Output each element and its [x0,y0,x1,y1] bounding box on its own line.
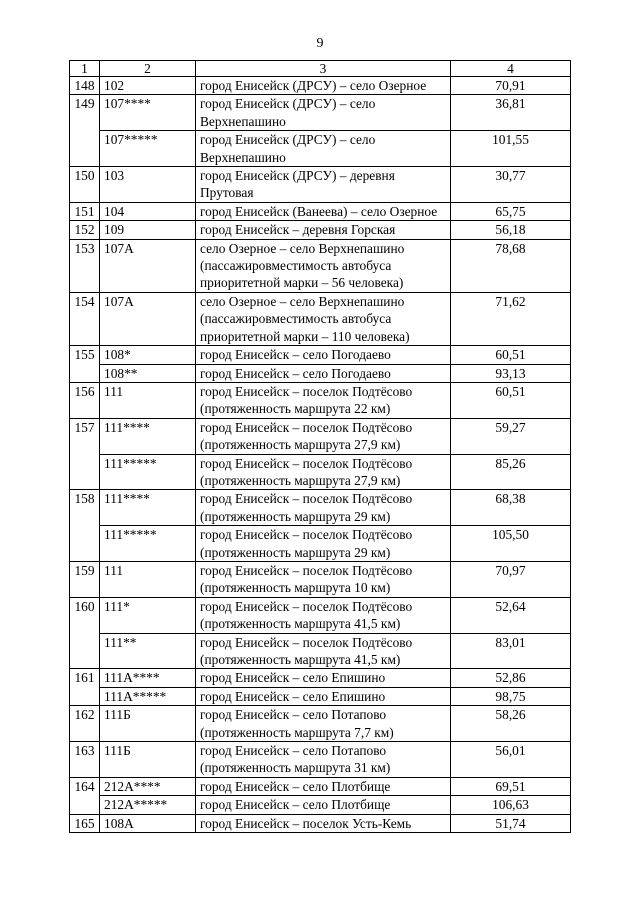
route-name-cell: город Енисейск (ДРСУ) – село Озерное [196,77,451,95]
row-number-cell: 163 [70,742,100,778]
route-name-cell: город Енисейск – поселок Подтёсово (протяженность маршрута 10 км) [196,561,451,597]
value-cell: 71,62 [451,292,571,345]
value-cell: 59,27 [451,418,571,454]
value-cell: 68,38 [451,490,571,526]
row-number-cell: 149 [70,95,100,167]
table-row [70,95,571,131]
value-cell: 69,51 [451,777,571,795]
value-cell: 58,26 [451,706,571,742]
table-row [70,526,571,562]
value-cell: 56,18 [451,221,571,239]
route-code-cell: 108* [100,346,196,364]
route-name-cell: город Енисейск – поселок Подтёсово (протяженность маршрута 29 км) [196,526,451,562]
route-code-cell: 108А [100,814,196,832]
value-cell: 65,75 [451,202,571,220]
row-number-cell: 164 [70,777,100,814]
table-body [70,77,571,833]
route-code-cell: 103 [100,167,196,203]
route-name-cell: город Енисейск (ДРСУ) – село Верхнепашино [196,131,451,167]
table-row [70,633,571,669]
row-number-cell: 154 [70,292,100,345]
value-cell: 105,50 [451,526,571,562]
table-row [70,597,571,633]
row-number-cell: 165 [70,814,100,832]
route-name-cell: город Енисейск – село Потапово (протяженность маршрута 7,7 км) [196,706,451,742]
route-code-cell: 111** [100,633,196,669]
value-cell: 60,51 [451,382,571,418]
row-number-cell: 156 [70,382,100,418]
route-name-cell: город Енисейск – поселок Подтёсово (протяженность маршрута 27,9 км) [196,454,451,490]
route-name-cell: город Енисейск – поселок Подтёсово (протяженность маршрута 22 км) [196,382,451,418]
row-number-cell: 150 [70,167,100,203]
value-cell: 52,86 [451,669,571,687]
value-cell: 93,13 [451,364,571,382]
row-number-cell: 152 [70,221,100,239]
route-name-cell: город Енисейск – село Епишино [196,687,451,705]
route-code-cell: 111**** [100,418,196,454]
row-number-cell: 161 [70,669,100,706]
route-code-cell: 111 [100,382,196,418]
route-code-cell: 104 [100,202,196,220]
table-row [70,292,571,345]
route-code-cell: 111А**** [100,669,196,687]
table-row [70,346,571,364]
header-row [70,61,571,77]
header-col-1: 1 [70,61,100,77]
route-code-cell: 212А**** [100,777,196,795]
value-cell: 36,81 [451,95,571,131]
table-row [70,382,571,418]
table-row [70,814,571,832]
route-name-cell: город Енисейск (ДРСУ) – деревня Прутовая [196,167,451,203]
route-name-cell: город Енисейск – поселок Подтёсово (протяженность маршрута 29 км) [196,490,451,526]
route-code-cell: 111***** [100,526,196,562]
value-cell: 30,77 [451,167,571,203]
header-col-2: 2 [100,61,196,77]
route-code-cell: 109 [100,221,196,239]
route-code-cell: 111***** [100,454,196,490]
value-cell: 60,51 [451,346,571,364]
row-number-cell: 155 [70,346,100,383]
table-row [70,364,571,382]
route-name-cell: город Енисейск – село Погодаево [196,346,451,364]
table-row [70,221,571,239]
route-name-cell: город Енисейск – село Плотбище [196,777,451,795]
table-row [70,167,571,203]
route-name-cell: город Енисейск – поселок Подтёсово (протяженность маршрута 27,9 км) [196,418,451,454]
route-code-cell: 102 [100,77,196,95]
page-number: 9 [316,36,324,51]
value-cell: 101,55 [451,131,571,167]
row-number-cell: 148 [70,77,100,95]
row-number-cell: 159 [70,561,100,597]
row-number-cell: 157 [70,418,100,490]
value-cell: 83,01 [451,633,571,669]
route-name-cell: город Енисейск – поселок Подтёсово (протяженность маршрута 41,5 км) [196,633,451,669]
table-row [70,77,571,95]
route-code-cell: 111* [100,597,196,633]
table-row [70,239,571,292]
row-number-cell: 160 [70,597,100,669]
header-col-4: 4 [451,61,571,77]
row-number-cell: 158 [70,490,100,562]
row-number-cell: 162 [70,706,100,742]
table-row [70,777,571,795]
route-code-cell: 111Б [100,706,196,742]
table-row [70,742,571,778]
route-name-cell: город Енисейск – поселок Подтёсово (протяженность маршрута 41,5 км) [196,597,451,633]
table-row [70,796,571,814]
table-row [70,131,571,167]
value-cell: 56,01 [451,742,571,778]
table-row [70,418,571,454]
route-name-cell: город Енисейск (Ванеева) – село Озерное [196,202,451,220]
route-name-cell: город Енисейск – деревня Горская [196,221,451,239]
table-row [70,202,571,220]
route-code-cell: 107***** [100,131,196,167]
route-code-cell: 107А [100,292,196,345]
route-name-cell: село Озерное – село Верхнепашино (пассажировместимость автобуса приоритетной марки – 56 человека) [196,239,451,292]
value-cell: 78,68 [451,239,571,292]
route-name-cell: город Енисейск – село Потапово (протяженность маршрута 31 км) [196,742,451,778]
row-number-cell: 153 [70,239,100,292]
table-row [70,669,571,687]
value-cell: 51,74 [451,814,571,832]
table-row [70,706,571,742]
route-code-cell: 111 [100,561,196,597]
value-cell: 52,64 [451,597,571,633]
value-cell: 106,63 [451,796,571,814]
table-row [70,490,571,526]
table-row [70,561,571,597]
route-code-cell: 107**** [100,95,196,131]
value-cell: 85,26 [451,454,571,490]
value-cell: 98,75 [451,687,571,705]
route-code-cell: 111**** [100,490,196,526]
header-col-3: 3 [196,61,451,77]
route-code-cell: 107А [100,239,196,292]
route-name-cell: город Енисейск – село Погодаево [196,364,451,382]
route-name-cell: город Енисейск – село Епишино [196,669,451,687]
route-name-cell: город Енисейск (ДРСУ) – село Верхнепашино [196,95,451,131]
table-row [70,687,571,705]
value-cell: 70,97 [451,561,571,597]
row-number-cell: 151 [70,202,100,220]
route-code-cell: 108** [100,364,196,382]
route-code-cell: 212А***** [100,796,196,814]
route-name-cell: город Енисейск – село Плотбище [196,796,451,814]
routes-table [69,60,571,833]
table-row [70,454,571,490]
route-code-cell: 111Б [100,742,196,778]
route-name-cell: город Енисейск – поселок Усть-Кемь [196,814,451,832]
route-code-cell: 111А***** [100,687,196,705]
value-cell: 70,91 [451,77,571,95]
route-name-cell: село Озерное – село Верхнепашино (пассажировместимость автобуса приоритетной марки – 110 человека) [196,292,451,345]
